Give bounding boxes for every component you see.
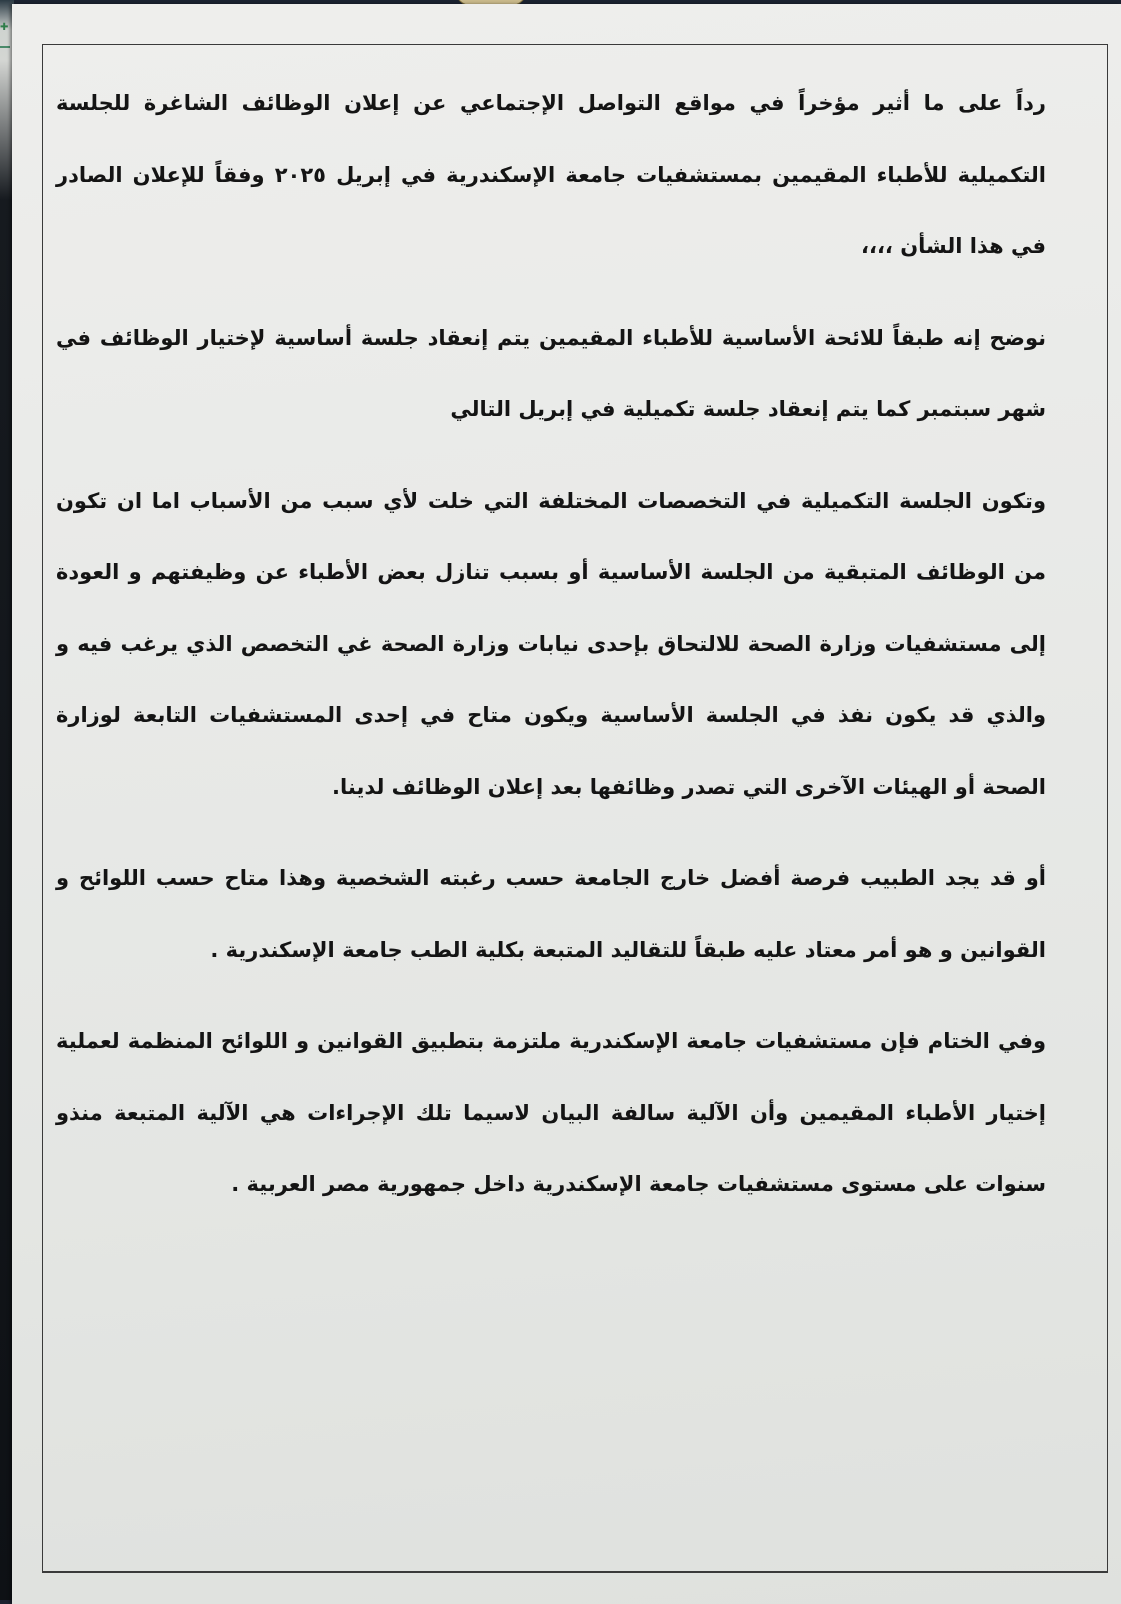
paragraph-better-opportunity: أو قد يجد الطبيب فرصة أفضل خارج الجامعة حسب رغبته الشخصية وهذا متاح حسب اللوائح و القوانين و هو أمر معتاد عليه طبقاً للتقاليد المتبعة بكلية الطب جامعة الإسكندرية . [56, 866, 1046, 962]
paragraph-conclusion: وفي الختام فإن مستشفيات جامعة الإسكندرية ملتزمة بتطبيق القوانين و اللوائح المنظمة لعملية إختيار الأطباء المقيمين وأن الآلية سالفة البيان لاسيما تلك الإجراءات هي الآلية المتبعة منذو سنوات على مستوى مستشفيات جامعة الإسكندرية داخل جمهورية مصر العربية . [56, 1029, 1046, 1196]
green-line-decoration [0, 46, 10, 48]
paragraph-regulation-clarification: نوضح إنه طبقاً للائحة الأساسية للأطباء المقيمين يتم إنعقاد جلسة أساسية لإختيار الوظائف في شهر سبتمبر كما يتم إنعقاد جلسة تكميلية في إبريل التالي [56, 325, 1046, 421]
letter-body [56, 68, 1046, 1221]
paragraph-supplementary-session-explanation: وتكون الجلسة التكميلية في التخصصات المختلفة التي خلت لأي سبب من الأسباب اما ان تكون من الوظائف المتبقية من الجلسة الأساسية أو بسبب تنازل بعض الأطباء عن وظيفتهم و العودة إلى مستشفيات وزارة الصحة للالتحاق بإحدى نيابات وزارة الصحة غي التخصص الذي يرغب فيه و والذي قد يكون نفذ في الجلسة الأساسية ويكون متاح في إحدى المستشفيات التابعة لوزارة الصحة أو الهيئات الآخرى التي تصدر وظائفها بعد إعلان الوظائف لدينا. [56, 488, 1046, 799]
plus-mark-icon: ✚ [0, 22, 9, 33]
paragraph-response-intro: رداً على ما أثير مؤخراً في مواقع التواصل الإجتماعي عن إعلان الوظائف الشاغرة للجلسة التكميلية للأطباء المقيمين بمستشفيات جامعة الإسكندرية في إبريل ٢٠٢٥ وفقاً للإعلان الصادر في هذا الشأن ،،،، [56, 91, 1046, 258]
